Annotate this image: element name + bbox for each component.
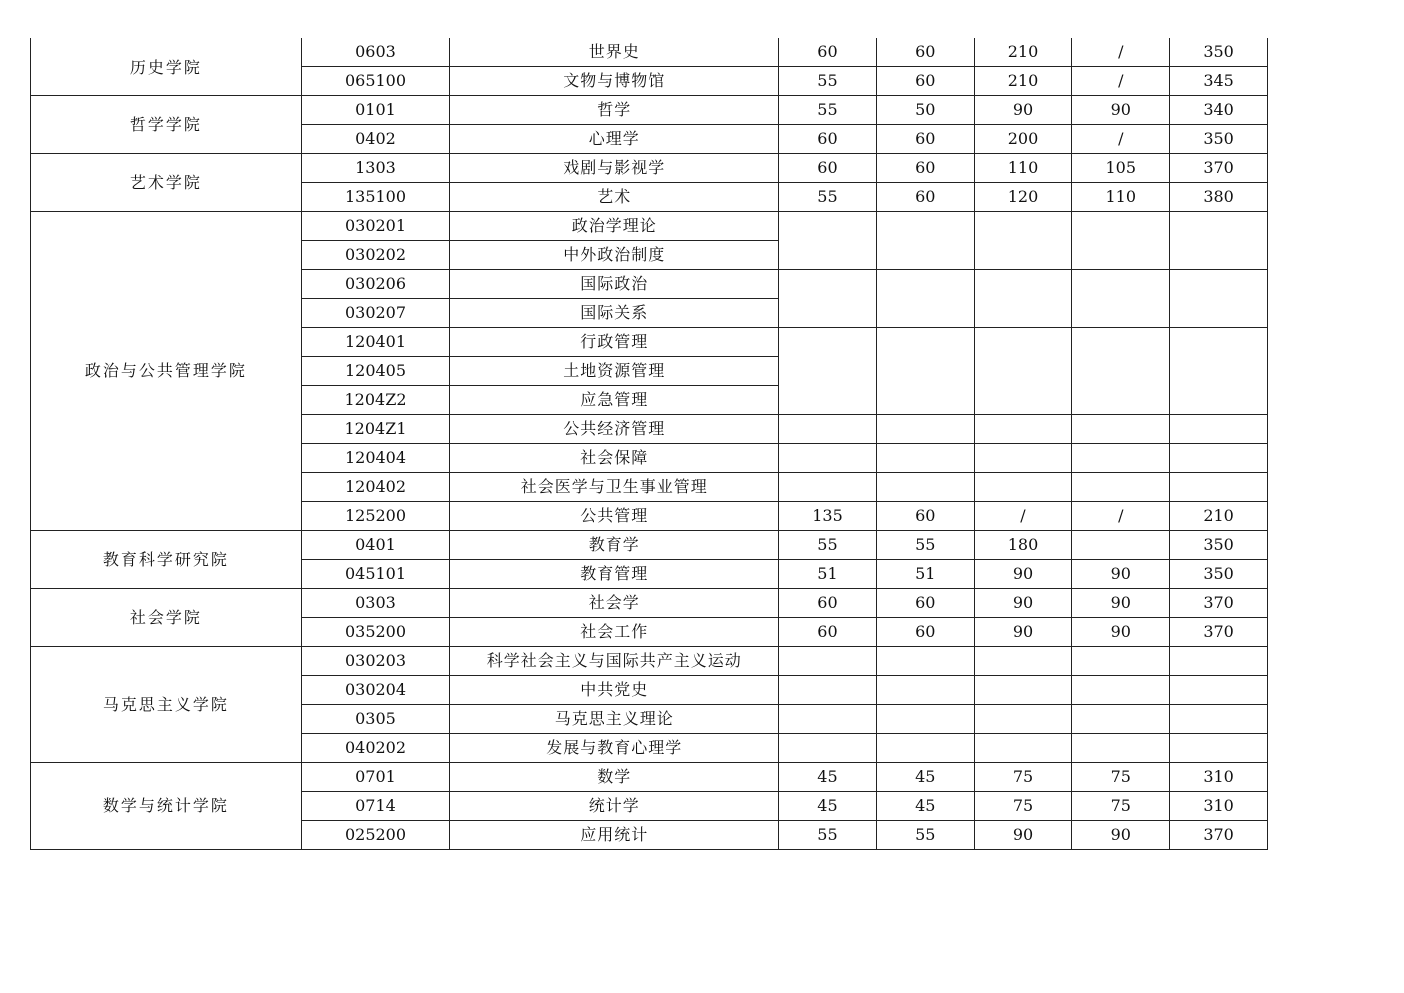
score-cell: 51 xyxy=(876,560,974,589)
score-cell xyxy=(974,444,1072,473)
total-score-cell xyxy=(1170,734,1268,763)
total-score-cell xyxy=(1170,676,1268,705)
major-code: 040202 xyxy=(301,734,450,763)
major-code: 045101 xyxy=(301,560,450,589)
major-name: 世界史 xyxy=(450,38,779,67)
total-score-cell: 350 xyxy=(1170,38,1268,67)
college-cell: 教育科学研究院 xyxy=(31,531,302,589)
major-name: 公共管理 xyxy=(450,502,779,531)
score-cell: 75 xyxy=(1072,792,1170,821)
major-name: 社会保障 xyxy=(450,444,779,473)
total-score-cell: 310 xyxy=(1170,792,1268,821)
score-cell: 60 xyxy=(876,67,974,96)
score-cell xyxy=(876,270,974,328)
college-cell: 社会学院 xyxy=(31,589,302,647)
table-row xyxy=(31,589,1268,618)
score-cell xyxy=(974,647,1072,676)
score-cell: 55 xyxy=(779,531,877,560)
major-name: 马克思主义理论 xyxy=(450,705,779,734)
score-cell xyxy=(779,676,877,705)
college-cell: 政治与公共管理学院 xyxy=(31,212,302,531)
total-score-cell xyxy=(1170,705,1268,734)
major-code: 120401 xyxy=(301,328,450,357)
score-cell xyxy=(779,473,877,502)
score-cell: 90 xyxy=(974,589,1072,618)
score-cell xyxy=(1072,444,1170,473)
score-cell: 110 xyxy=(1072,183,1170,212)
major-code: 0701 xyxy=(301,763,450,792)
score-cell: 120 xyxy=(974,183,1072,212)
total-score-cell: 310 xyxy=(1170,763,1268,792)
score-cell: 55 xyxy=(876,531,974,560)
major-code: 120405 xyxy=(301,357,450,386)
college-cell: 哲学学院 xyxy=(31,96,302,154)
total-score-cell xyxy=(1170,647,1268,676)
major-name: 社会工作 xyxy=(450,618,779,647)
score-cell: 200 xyxy=(974,125,1072,154)
score-cell xyxy=(876,444,974,473)
major-name: 哲学 xyxy=(450,96,779,125)
major-name: 国际政治 xyxy=(450,270,779,299)
total-score-cell: 370 xyxy=(1170,589,1268,618)
score-cell xyxy=(974,473,1072,502)
major-name: 文物与博物馆 xyxy=(450,67,779,96)
score-cell: 55 xyxy=(779,96,877,125)
score-cell xyxy=(1072,270,1170,328)
score-cell: 60 xyxy=(779,38,877,67)
major-code: 065100 xyxy=(301,67,450,96)
major-code: 0305 xyxy=(301,705,450,734)
score-cell xyxy=(1072,705,1170,734)
major-name: 应急管理 xyxy=(450,386,779,415)
score-cell: 90 xyxy=(974,560,1072,589)
major-code: 125200 xyxy=(301,502,450,531)
total-score-cell: 350 xyxy=(1170,531,1268,560)
college-cell: 艺术学院 xyxy=(31,154,302,212)
major-code: 0603 xyxy=(301,38,450,67)
major-code: 035200 xyxy=(301,618,450,647)
total-score-cell: 340 xyxy=(1170,96,1268,125)
score-cell xyxy=(779,328,877,415)
score-cell: / xyxy=(1072,502,1170,531)
total-score-cell: 370 xyxy=(1170,821,1268,850)
score-cell: 90 xyxy=(1072,618,1170,647)
score-cell: / xyxy=(1072,125,1170,154)
total-score-cell: 210 xyxy=(1170,502,1268,531)
major-code: 0101 xyxy=(301,96,450,125)
score-cell: 90 xyxy=(974,96,1072,125)
score-cell xyxy=(876,647,974,676)
score-cell: / xyxy=(1072,38,1170,67)
major-code: 120402 xyxy=(301,473,450,502)
score-cell: 90 xyxy=(1072,560,1170,589)
score-cell xyxy=(876,415,974,444)
major-code: 030202 xyxy=(301,241,450,270)
score-cell: 45 xyxy=(876,792,974,821)
score-cell xyxy=(779,212,877,270)
score-cell xyxy=(1072,212,1170,270)
score-cell: 60 xyxy=(876,125,974,154)
major-name: 应用统计 xyxy=(450,821,779,850)
major-name: 国际关系 xyxy=(450,299,779,328)
score-cell xyxy=(876,734,974,763)
score-cell: 60 xyxy=(779,589,877,618)
score-cell: 60 xyxy=(779,125,877,154)
score-cell xyxy=(1072,734,1170,763)
score-cell: 210 xyxy=(974,67,1072,96)
score-cell xyxy=(779,705,877,734)
score-cell xyxy=(974,734,1072,763)
score-cell: / xyxy=(974,502,1072,531)
score-cell xyxy=(974,415,1072,444)
score-cell: 60 xyxy=(876,589,974,618)
total-score-cell: 345 xyxy=(1170,67,1268,96)
score-cell xyxy=(779,270,877,328)
total-score-cell xyxy=(1170,270,1268,328)
score-cell: 210 xyxy=(974,38,1072,67)
score-cell xyxy=(876,705,974,734)
score-cell xyxy=(876,212,974,270)
total-score-cell: 370 xyxy=(1170,154,1268,183)
major-name: 统计学 xyxy=(450,792,779,821)
score-cell xyxy=(974,270,1072,328)
score-cell: / xyxy=(1072,67,1170,96)
table-row xyxy=(31,212,1268,241)
score-cell: 45 xyxy=(779,792,877,821)
score-cell: 60 xyxy=(876,154,974,183)
major-name: 中外政治制度 xyxy=(450,241,779,270)
score-cell: 90 xyxy=(974,821,1072,850)
score-cell: 45 xyxy=(779,763,877,792)
major-name: 教育学 xyxy=(450,531,779,560)
score-cell xyxy=(779,444,877,473)
score-cell: 50 xyxy=(876,96,974,125)
major-code: 030204 xyxy=(301,676,450,705)
score-cell xyxy=(1072,473,1170,502)
major-code: 030201 xyxy=(301,212,450,241)
score-cell xyxy=(1072,415,1170,444)
score-cell: 90 xyxy=(1072,821,1170,850)
score-cell xyxy=(1072,328,1170,415)
score-cell: 55 xyxy=(779,67,877,96)
major-name: 心理学 xyxy=(450,125,779,154)
score-cell xyxy=(1072,647,1170,676)
score-cell: 90 xyxy=(974,618,1072,647)
major-code: 135100 xyxy=(301,183,450,212)
score-cell xyxy=(974,705,1072,734)
major-code: 030207 xyxy=(301,299,450,328)
major-name: 土地资源管理 xyxy=(450,357,779,386)
total-score-cell xyxy=(1170,212,1268,270)
major-name: 科学社会主义与国际共产主义运动 xyxy=(450,647,779,676)
table-row xyxy=(31,154,1268,183)
score-cell: 45 xyxy=(876,763,974,792)
score-cell: 60 xyxy=(876,502,974,531)
total-score-cell xyxy=(1170,415,1268,444)
score-cell xyxy=(779,734,877,763)
score-cell xyxy=(1072,531,1170,560)
score-cell: 75 xyxy=(1072,763,1170,792)
major-name: 行政管理 xyxy=(450,328,779,357)
table-row xyxy=(31,38,1268,67)
total-score-cell xyxy=(1170,328,1268,415)
major-name: 艺术 xyxy=(450,183,779,212)
score-cell xyxy=(876,328,974,415)
major-code: 120404 xyxy=(301,444,450,473)
score-cell xyxy=(1072,676,1170,705)
major-name: 戏剧与影视学 xyxy=(450,154,779,183)
score-cell: 60 xyxy=(779,618,877,647)
table-row xyxy=(31,647,1268,676)
score-cell xyxy=(779,647,877,676)
major-code: 1204Z1 xyxy=(301,415,450,444)
total-score-cell xyxy=(1170,473,1268,502)
score-cell: 60 xyxy=(876,618,974,647)
major-name: 公共经济管理 xyxy=(450,415,779,444)
score-cell: 135 xyxy=(779,502,877,531)
major-name: 数学 xyxy=(450,763,779,792)
major-code: 030203 xyxy=(301,647,450,676)
score-cell xyxy=(974,676,1072,705)
table-row xyxy=(31,96,1268,125)
score-cell: 110 xyxy=(974,154,1072,183)
college-cell: 历史学院 xyxy=(31,38,302,96)
total-score-cell: 350 xyxy=(1170,560,1268,589)
score-cell: 75 xyxy=(974,763,1072,792)
score-cell xyxy=(974,328,1072,415)
table-row xyxy=(31,531,1268,560)
score-cell xyxy=(876,473,974,502)
table-row xyxy=(31,763,1268,792)
score-table-viewport xyxy=(30,38,1268,908)
major-name: 政治学理论 xyxy=(450,212,779,241)
score-table xyxy=(30,38,1268,850)
major-code: 0714 xyxy=(301,792,450,821)
major-name: 社会医学与卫生事业管理 xyxy=(450,473,779,502)
score-cell: 60 xyxy=(779,154,877,183)
score-cell: 60 xyxy=(876,38,974,67)
score-cell: 55 xyxy=(876,821,974,850)
total-score-cell: 370 xyxy=(1170,618,1268,647)
major-name: 发展与教育心理学 xyxy=(450,734,779,763)
major-code: 0402 xyxy=(301,125,450,154)
total-score-cell: 350 xyxy=(1170,125,1268,154)
score-cell: 51 xyxy=(779,560,877,589)
score-cell xyxy=(876,676,974,705)
score-cell: 105 xyxy=(1072,154,1170,183)
major-code: 0401 xyxy=(301,531,450,560)
score-cell xyxy=(974,212,1072,270)
major-name: 中共党史 xyxy=(450,676,779,705)
score-cell: 75 xyxy=(974,792,1072,821)
major-code: 030206 xyxy=(301,270,450,299)
major-code: 1204Z2 xyxy=(301,386,450,415)
college-cell: 马克思主义学院 xyxy=(31,647,302,763)
score-cell: 55 xyxy=(779,821,877,850)
score-cell: 90 xyxy=(1072,96,1170,125)
score-cell: 180 xyxy=(974,531,1072,560)
score-cell: 55 xyxy=(779,183,877,212)
total-score-cell: 380 xyxy=(1170,183,1268,212)
major-code: 1303 xyxy=(301,154,450,183)
major-code: 025200 xyxy=(301,821,450,850)
major-name: 社会学 xyxy=(450,589,779,618)
score-cell: 90 xyxy=(1072,589,1170,618)
major-name: 教育管理 xyxy=(450,560,779,589)
score-cell: 60 xyxy=(876,183,974,212)
total-score-cell xyxy=(1170,444,1268,473)
score-cell xyxy=(779,415,877,444)
college-cell: 数学与统计学院 xyxy=(31,763,302,850)
major-code: 0303 xyxy=(301,589,450,618)
